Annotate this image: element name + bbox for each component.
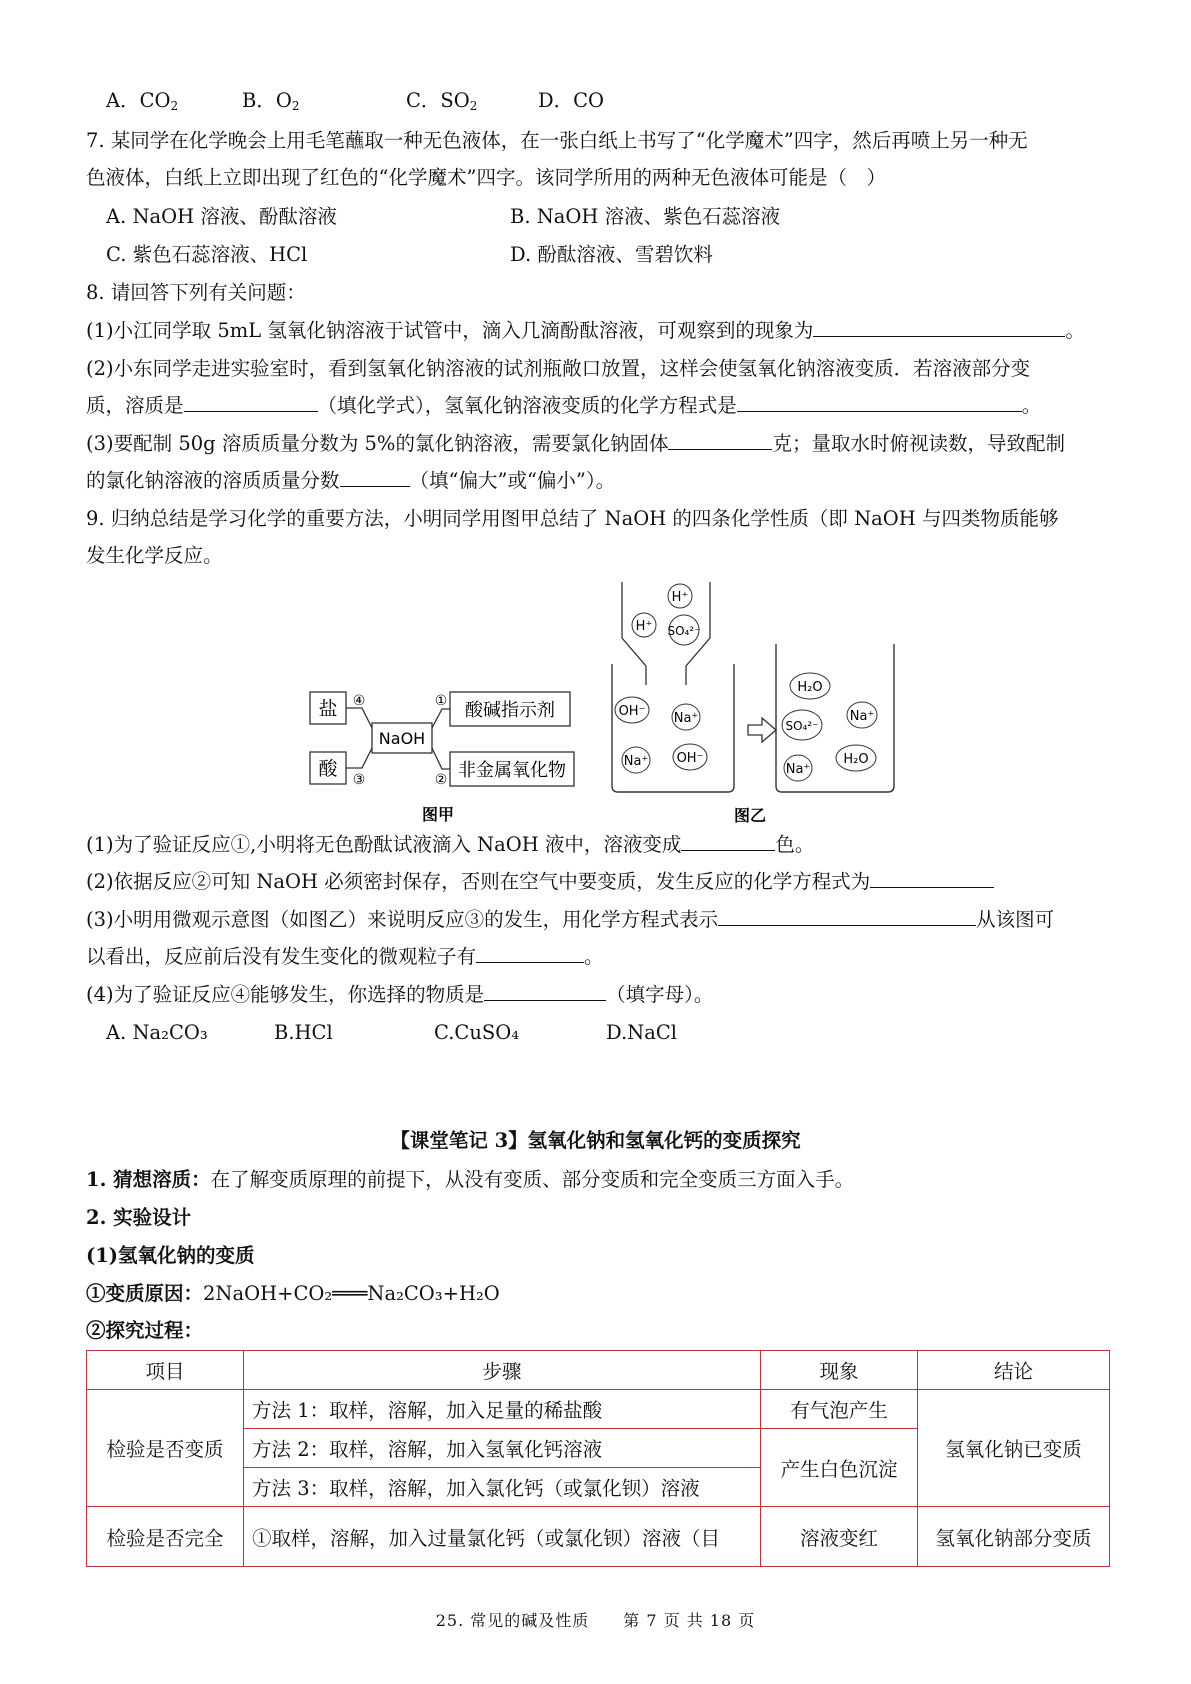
svg-text:非金属氧化物: 非金属氧化物: [458, 760, 566, 781]
notes-item1: 1. 猜想溶质：在了解变质原理的前提下，从没有变质、部分变质和完全变质三方面入手。: [86, 1168, 855, 1191]
svg-text:SO₄²⁻: SO₄²⁻: [667, 624, 701, 638]
svg-text:Na⁺: Na⁺: [623, 754, 649, 769]
table-cell: 氢氧化钠部分变质: [918, 1507, 1110, 1567]
svg-text:酸: 酸: [318, 758, 338, 780]
table-row: [87, 1390, 1110, 1429]
q9-option-a: A. Na₂CO₃: [106, 1021, 208, 1044]
table-header: 现象: [761, 1351, 918, 1390]
table-cell: 方法 1：取样，溶解，加入足量的稀盐酸: [244, 1390, 761, 1429]
svg-text:H⁺: H⁺: [635, 619, 653, 634]
q9-stem-line2: 发生化学反应。: [86, 544, 223, 567]
answer-blank[interactable]: [484, 982, 606, 1001]
svg-text:H⁺: H⁺: [671, 590, 689, 605]
figure-yi-caption: 图乙: [733, 806, 767, 825]
q9-option-c: C.CuSO₄: [434, 1021, 520, 1044]
table-header: 步骤: [244, 1351, 761, 1390]
table-row: [87, 1507, 1110, 1567]
answer-blank[interactable]: [737, 393, 1022, 412]
q6-option-a: A．$CO_2$: [106, 89, 179, 113]
notes-process: ②探究过程：: [86, 1319, 204, 1342]
right-beaker-ions: [782, 673, 877, 781]
svg-text:NaOH: NaOH: [378, 729, 426, 748]
table-cell: 产生白色沉淀: [761, 1429, 918, 1507]
table-header-row: [87, 1351, 1110, 1390]
q7-stem-line2: 色液体，白纸上立即出现了红色的“化学魔术”四字。该同学所用的两种无色液体可能是（ ）: [86, 166, 886, 189]
q8-part2-line2: 质，溶质是 （填化学式），氢氧化钠溶液变质的化学方程式是 。: [86, 394, 1042, 417]
svg-text:①: ①: [434, 693, 448, 709]
table-cell: ①取样，溶解，加入过量氯化钙（或氯化钡）溶液（目: [244, 1507, 761, 1567]
left-beaker-ions: [615, 697, 707, 773]
q8-title: 8. 请回答下列有关问题：: [86, 281, 306, 304]
table-cell: 检验是否变质: [87, 1390, 244, 1507]
answer-blank[interactable]: [668, 431, 772, 450]
q9-sub3-line2: 以看出，反应前后没有发生变化的微观粒子有 。: [86, 945, 604, 968]
svg-text:OH⁻: OH⁻: [618, 704, 646, 719]
q7-option-c: C. 紫色石蕊溶液、HCl: [106, 243, 308, 266]
answer-blank[interactable]: [870, 869, 994, 888]
table-header: 项目: [87, 1351, 244, 1390]
q8-part3-line1: (3)要配制 50g 溶质质量分数为 5%的氯化钠溶液，需要氯化钠固体 克；量取水时俯视读数，导致配制: [86, 432, 1065, 455]
notes-reason: ①变质原因：2NaOH+CO₂═══Na₂CO₃+H₂O: [86, 1282, 500, 1305]
svg-text:Na⁺: Na⁺: [785, 762, 811, 777]
svg-text:③: ③: [352, 772, 366, 788]
q6-option-b: B．$O_2$: [242, 89, 300, 113]
answer-blank[interactable]: [813, 318, 1065, 337]
q6-option-d: D．CO: [538, 89, 605, 112]
table-cell: 氢氧化钠已变质: [918, 1390, 1110, 1507]
q7-option-a: A. NaOH 溶液、酚酞溶液: [106, 205, 337, 228]
q7-option-d: D. 酚酞溶液、雪碧饮料: [510, 243, 713, 266]
q8-part2-line1: (2)小东同学走进实验室时，看到氢氧化钠溶液的试剂瓶敞口放置，这样会使氢氧化钠溶液变质．若溶液部分变: [86, 357, 1031, 380]
q8-part1: (1)小江同学取 5mL 氢氧化钠溶液于试管中，滴入几滴酚酞溶液，可观察到的现象为 。: [86, 319, 1085, 342]
figure-jia-caption: 图甲: [421, 805, 455, 824]
svg-text:④: ④: [352, 693, 366, 709]
answer-blank[interactable]: [340, 468, 410, 487]
experiment-table: [86, 1350, 1110, 1567]
dropper-ions: [632, 584, 701, 645]
svg-text:酸碱指示剂: 酸碱指示剂: [465, 700, 555, 721]
q9-sub2: (2)依据反应②可知 NaOH 必须密封保存，否则在空气中要变质，发生反应的化学方程式为: [86, 869, 994, 895]
table-cell: 方法 3：取样，溶解，加入氯化钙（或氯化钡）溶液: [244, 1468, 761, 1507]
answer-blank[interactable]: [718, 907, 976, 926]
section-title: 【课堂笔记 3】氢氧化钠和氢氧化钙的变质探究: [390, 1129, 801, 1152]
q9-sub3-line1: (3)小明用微观示意图（如图乙）来说明反应③的发生，用化学方程式表示 从该图可: [86, 908, 1055, 931]
q9-option-d: D.NaCl: [606, 1021, 677, 1044]
svg-text:H₂O: H₂O: [843, 752, 869, 767]
notes-sub1: (1)氢氧化钠的变质: [86, 1244, 255, 1267]
svg-text:Na⁺: Na⁺: [849, 709, 875, 724]
q9-option-b: B.HCl: [274, 1021, 333, 1044]
q6-option-c: C．$SO_2$: [406, 89, 478, 113]
table-header: 结论: [918, 1351, 1110, 1390]
notes-item2: 2. 实验设计: [86, 1206, 192, 1229]
table-cell: 方法 2：取样，溶解，加入氢氧化钙溶液: [244, 1429, 761, 1468]
q9-sub4: (4)为了验证反应④能够发生，你选择的物质是 （填字母）。: [86, 983, 714, 1006]
svg-text:OH⁻: OH⁻: [676, 751, 704, 766]
svg-text:H₂O: H₂O: [797, 680, 823, 695]
q9-sub1: (1)为了验证反应①,小明将无色酚酞试液滴入 NaOH 液中，溶液变成 色。: [86, 833, 815, 856]
q9-stem-line1: 9. 归纳总结是学习化学的重要方法，小明同学用图甲总结了 NaOH 的四条化学性质（即 NaOH 与四类物质能够: [86, 507, 1059, 530]
table-cell: 有气泡产生: [761, 1390, 918, 1429]
figure-jia: [300, 680, 580, 825]
answer-blank[interactable]: [681, 832, 775, 851]
figure-yi: [600, 580, 900, 825]
answer-blank[interactable]: [476, 944, 584, 963]
svg-text:②: ②: [434, 772, 448, 788]
q7-option-b: B. NaOH 溶液、紫色石蕊溶液: [510, 205, 781, 228]
q7-stem-line1: 7. 某同学在化学晚会上用毛笔蘸取一种无色液体，在一张白纸上书写了“化学魔术”四字，然后再喷上另一种无: [86, 129, 1028, 152]
page-footer: 25. 常见的碱及性质 第 7 页 共 18 页: [435, 1611, 756, 1630]
svg-text:盐: 盐: [318, 698, 338, 720]
table-cell: 溶液变红: [761, 1507, 918, 1567]
svg-text:Na⁺: Na⁺: [673, 711, 699, 726]
q8-part3-line2: 的氯化钠溶液的溶质质量分数 （填“偏大”或“偏小”）。: [86, 469, 616, 492]
svg-text:SO₄²⁻: SO₄²⁻: [785, 719, 819, 733]
table-cell: 检验是否完全: [87, 1507, 244, 1567]
answer-blank[interactable]: [184, 393, 318, 412]
